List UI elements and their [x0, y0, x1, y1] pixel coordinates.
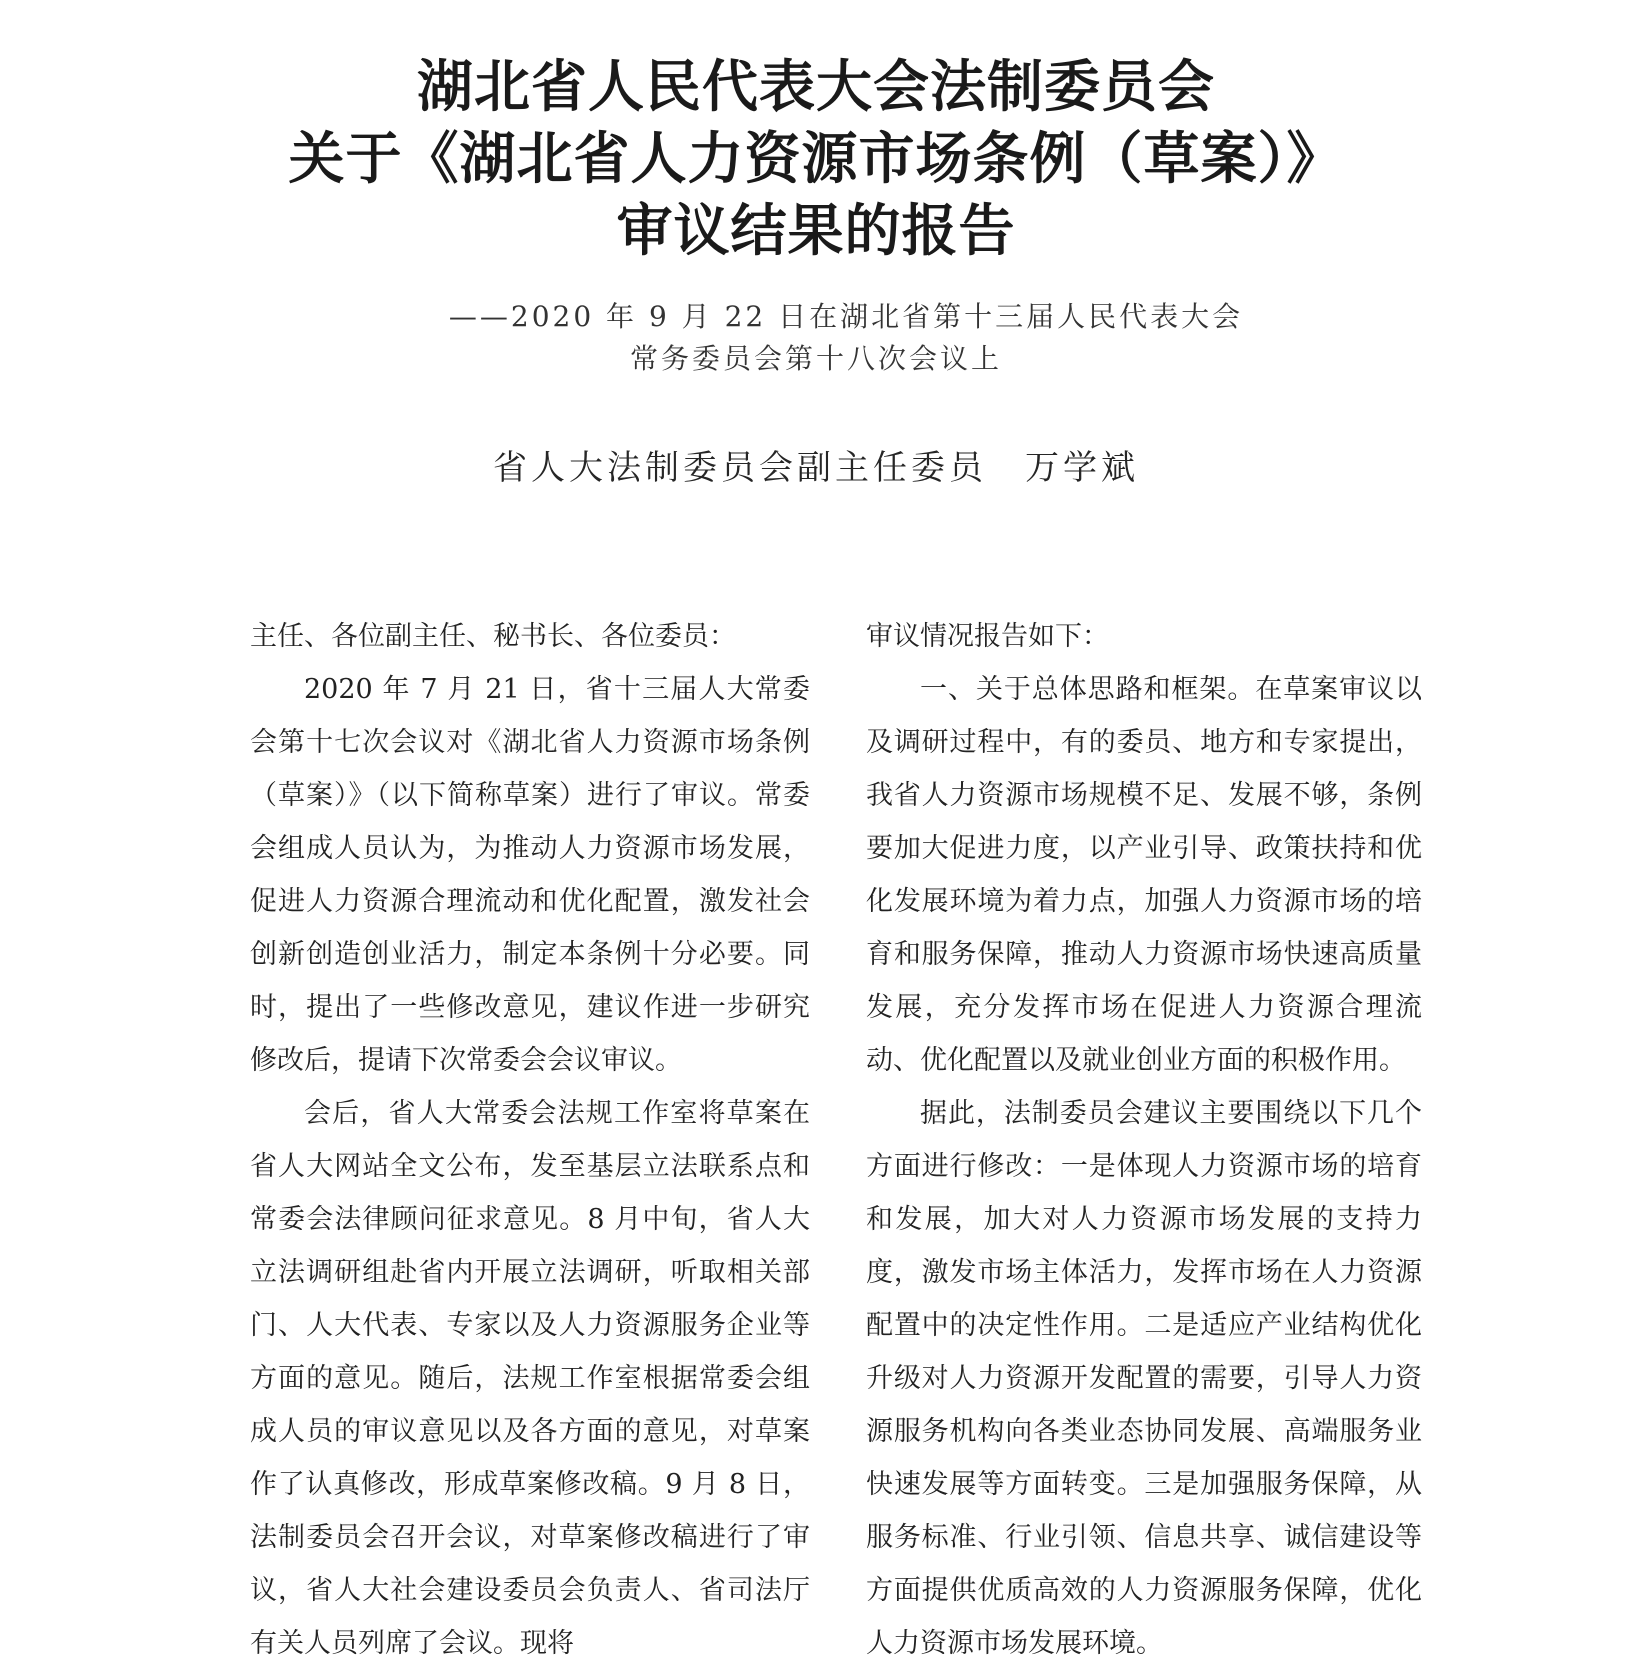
report-subtitle [0, 296, 1632, 380]
title-line-3: 审议结果的报告 [616, 199, 1016, 264]
right-continuation: 审议情况报告如下： [866, 621, 1109, 652]
left-paragraph-2: 会后，省人大常委会法规工作室将草案在省人大网站全文公布，发至基层立法联系点和常委会法律顾问征求意见。8 月中旬，省人大立法调研组赴省内开展立法调研，听取相关部门、人大代表、专家以及人力资源服务企业等方面的意见。随后，法规工作室根据常委会组成人员的审议意见以及各方面的意见，对草案作了认真修改，形成草案修改稿。9 月 8 日，法制委员会召开会议，对草案修改稿进行了审议，省人大社会建设委员会负责人、省司法厅有关人员列席了会议。现将 [250, 1098, 810, 1659]
left-paragraph-1: 2020 年 7 月 21 日，省十三届人大常委会第十七次会议对《湖北省人力资源市场条例（草案）》（以下简称草案）进行了审议。常委会组成人员认为，为推动人力资源市场发展，促进人力资源合理流动和优化配置，激发社会创新创造创业活力，制定本条例十分必要。同时，提出了一些修改意见，建议作进一步研究修改后，提请下次常委会会议审议。 [250, 674, 810, 1076]
subtitle-line-2: 常务委员会第十八次会议上 [629, 342, 1002, 375]
title-line-2: 关于《湖北省人力资源市场条例（草案）》 [288, 127, 1344, 192]
salutation: 主任、各位副主任、秘书长、各位委员： [250, 621, 736, 652]
right-paragraph-1: 一、关于总体思路和框架。在草案审议以及调研过程中，有的委员、地方和专家提出，我省人力资源市场规模不足、发展不够，条例要加大促进力度，以产业引导、政策扶持和优化发展环境为着力点，加强人力资源市场的培育和服务保障，推动人力资源市场快速高质量发展，充分发挥市场在促进人力资源合理流动、优化配置以及就业创业方面的积极作用。 [866, 674, 1422, 1076]
title-line-1: 湖北省人民代表大会法制委员会 [417, 55, 1215, 120]
author-name: 万学斌 [1025, 448, 1139, 488]
author-role: 省人大法制委员会副主任委员 [493, 448, 987, 488]
right-column [866, 610, 1422, 1670]
author-line [0, 446, 1632, 490]
subtitle-line-1: ——2020 年 9 月 22 日在湖北省第十三届人民代表大会 [448, 300, 1244, 333]
right-paragraph-2: 据此，法制委员会建议主要围绕以下几个方面进行修改：一是体现人力资源市场的培育和发展，加大对人力资源市场发展的支持力度，激发市场主体活力，发挥市场在人力资源配置中的决定性作用。二是适应产业结构优化升级对人力资源开发配置的需要，引导人力资源服务机构向各类业态协同发展、高端服务业快速发展等方面转变。三是加强服务保障，从服务标准、行业引领、信息共享、诚信建设等方面提供优质高效的人力资源服务保障，优化人力资源市场发展环境。 [866, 1098, 1422, 1659]
report-title [0, 52, 1632, 268]
left-column [250, 610, 810, 1670]
